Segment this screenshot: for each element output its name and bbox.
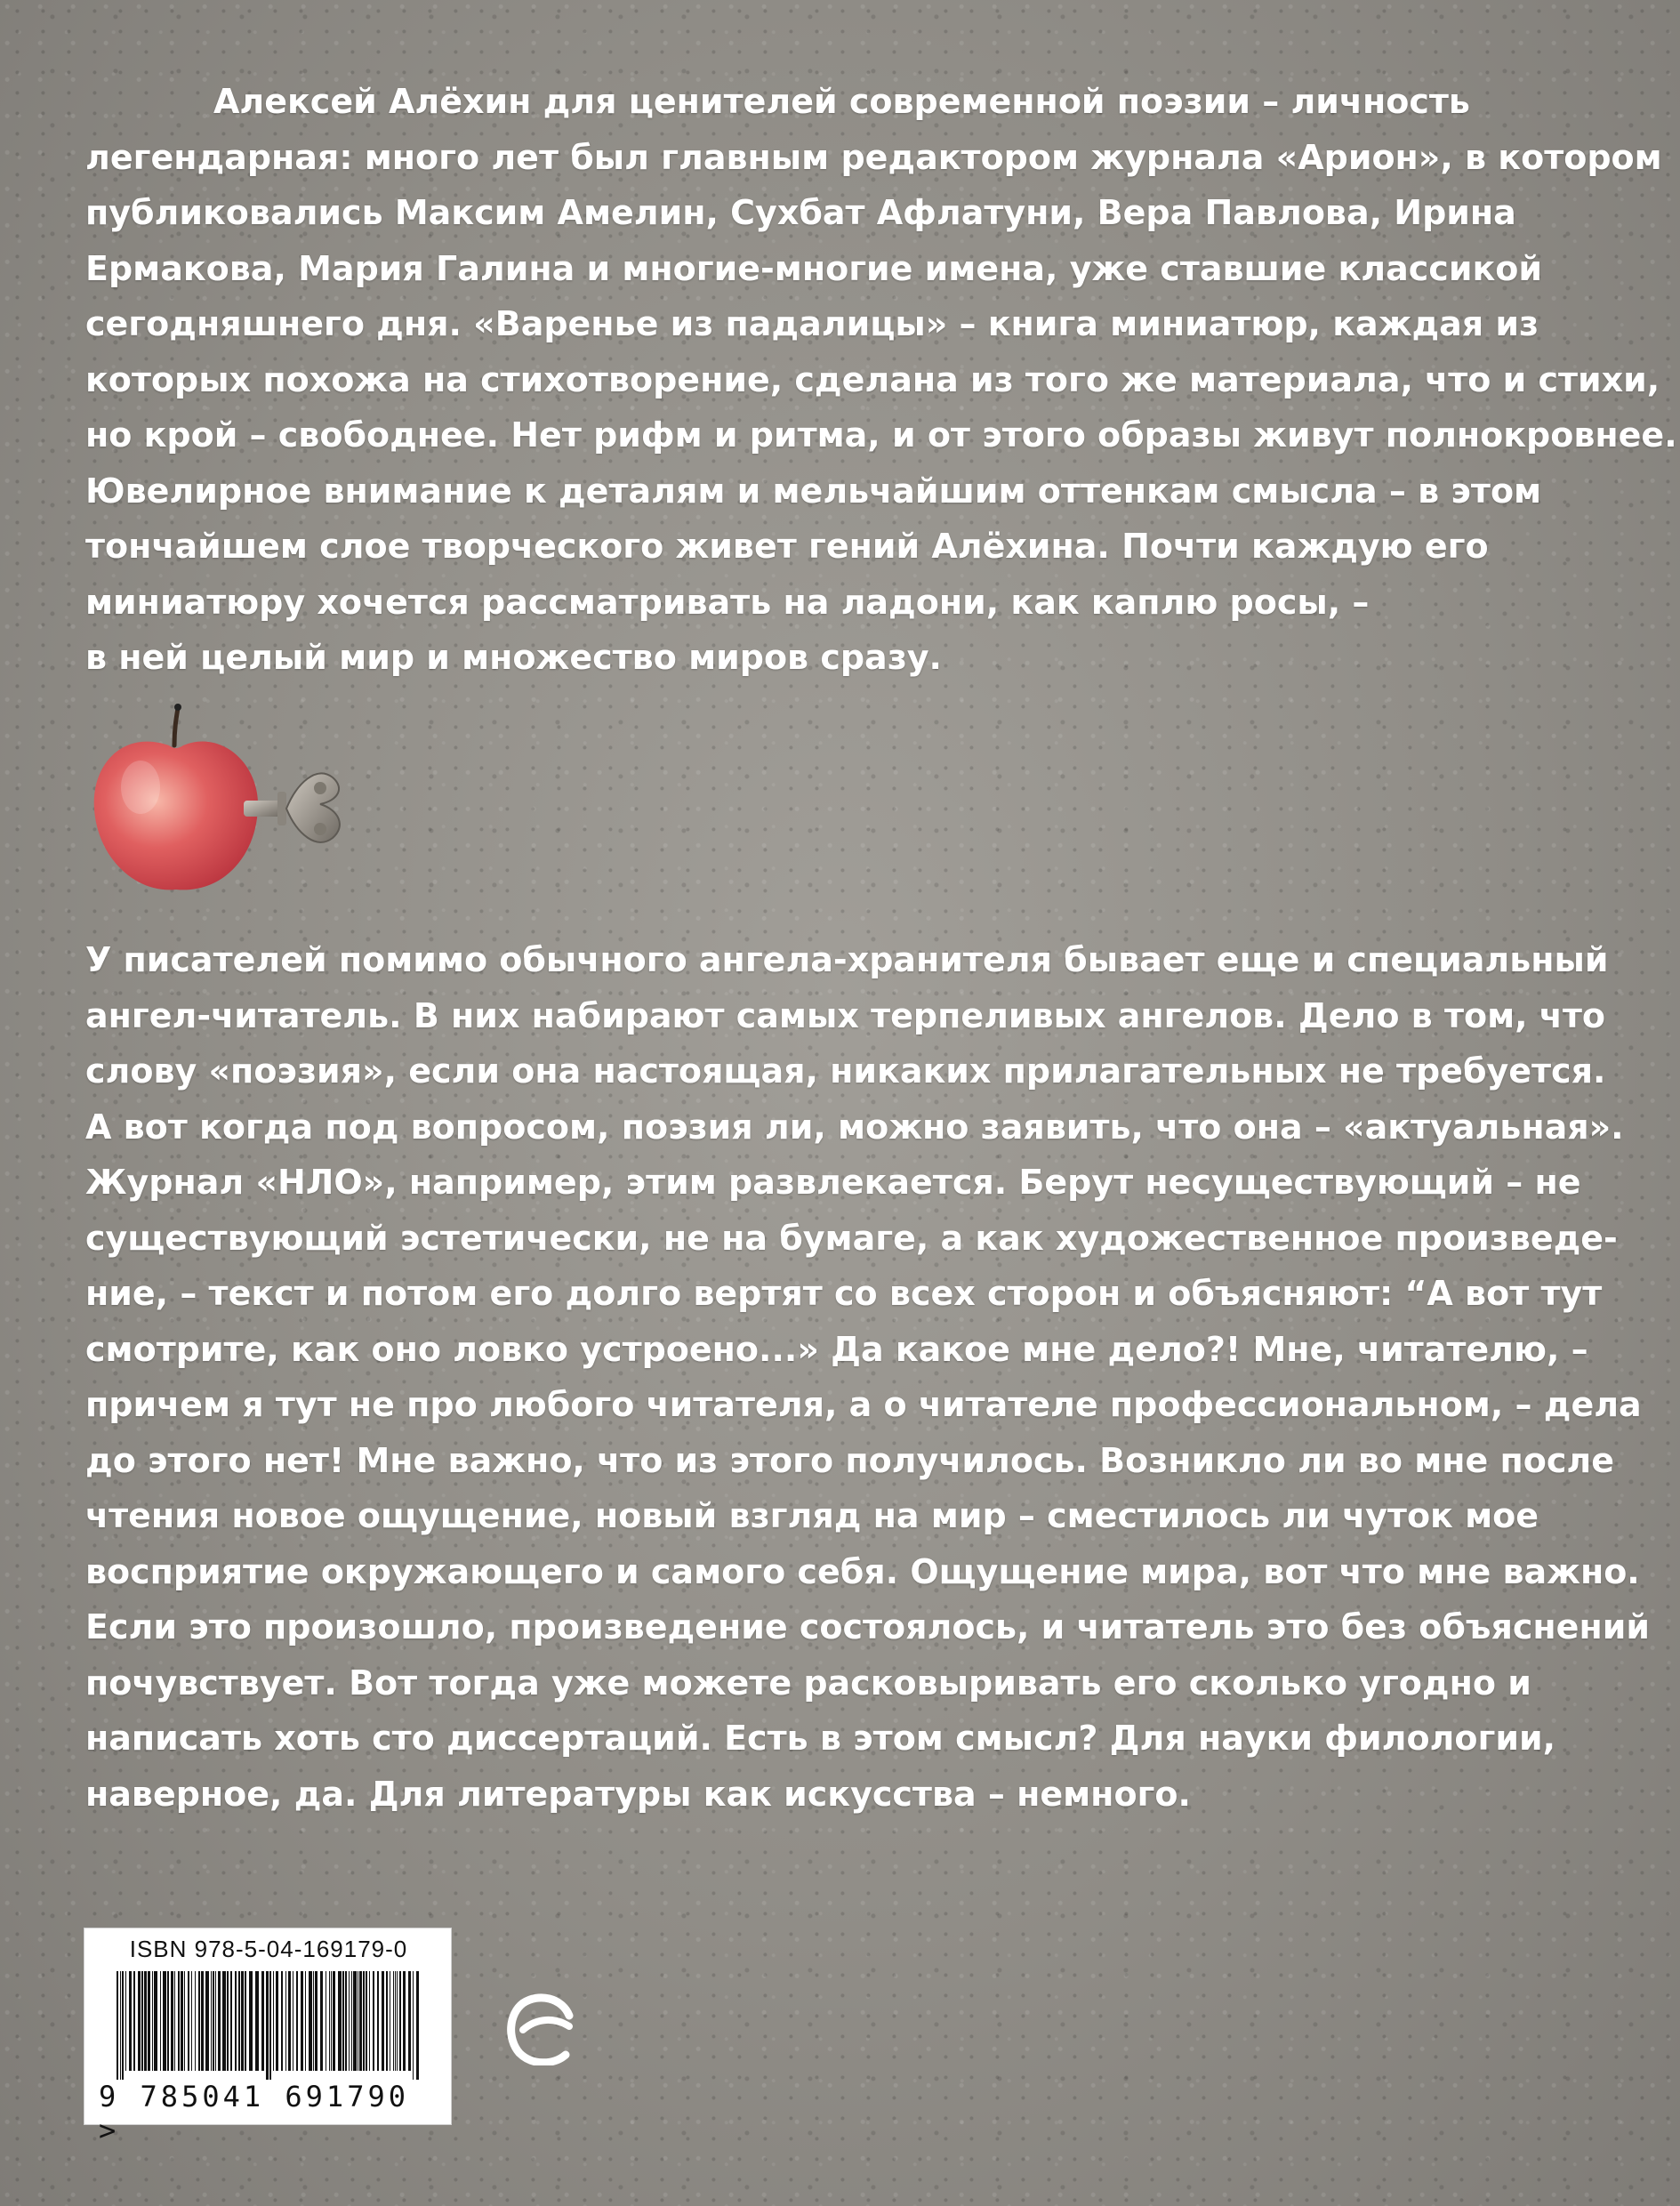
isbn-barcode bbox=[84, 1928, 452, 2147]
text-line: наверное, да. Для литературы как искусства – немного. bbox=[85, 1774, 1191, 1814]
text-line: Ермакова, Мария Галина и многие-многие имена, уже ставшие классикой bbox=[85, 248, 1542, 288]
text-line: ние, – текст и потом его долго вертят со всех сторон и объясняют: “А вот тут bbox=[85, 1274, 1603, 1313]
text-line: ангел-читатель. В них набирают самых терпеливых ангелов. Дело в том, что bbox=[85, 995, 1606, 1035]
text-line: существующий эстетически, не на бумаге, а как художественное произведе- bbox=[85, 1218, 1618, 1258]
text-line: Если это произошло, произведение состоялось, и читатель это без объяснений bbox=[85, 1607, 1650, 1646]
text-line: сегодняшнего дня. «Варенье из падалицы» – книга миниатюр, каждая из bbox=[85, 304, 1539, 343]
text-line: публиковались Максим Амелин, Сухбат Афлатуни, Вера Павлова, Ирина bbox=[85, 193, 1516, 232]
text-line: Ювелирное внимание к деталям и мельчайшим оттенкам смысла – в этом bbox=[85, 471, 1542, 511]
isbn-label: ISBN 978-5-04-169179-0 bbox=[129, 1936, 408, 1962]
text-line: легендарная: много лет был главным редактором журнала «Арион», в котором bbox=[85, 137, 1662, 177]
text-line: написать хоть сто диссертаций. Есть в этом смысл? Для науки филологии, bbox=[85, 1719, 1556, 1758]
text-line: почувствует. Вот тогда уже можете расковыривать его сколько угодно и bbox=[85, 1663, 1531, 1703]
text-line: причем я тут не про любого читателя, а о читателе профессиональном, – дела bbox=[85, 1385, 1642, 1424]
text-line: чтения новое ощущение, новый взгляд на мир – сместилось ли чуток мое bbox=[85, 1496, 1539, 1535]
eksmo-logo-icon bbox=[507, 1991, 576, 2065]
text-line: тончайшем слое творческого живет гений Алёхина. Почти каждую его bbox=[85, 527, 1489, 566]
text-line: но крой – свободнее. Нет рифм и ритма, и от этого образы живут полнокровнее. bbox=[85, 415, 1677, 455]
barcode-digits: 9 785041 691790 > bbox=[99, 2080, 409, 2147]
text-line: которых похожа на стихотворение, сделана из того же материала, что и стихи, bbox=[85, 359, 1660, 399]
barcode-icon bbox=[117, 1971, 422, 2080]
text-line: Журнал «НЛО», например, этим развлекается. Берут несуществующий – не bbox=[85, 1163, 1581, 1202]
text-line: восприятие окружающего и самого себя. Ощущение мира, вот что мне важно. bbox=[85, 1551, 1640, 1591]
text-line: А вот когда под вопросом, поэзия ли, можно заявить, что она – «актуальная». bbox=[85, 1107, 1624, 1147]
text-line: смотрите, как оно ловко устроено...» Да какое мне дело?! Мне, читателю, – bbox=[85, 1329, 1588, 1369]
text-line: миниатюру хочется рассматривать на ладони, как каплю росы, – bbox=[85, 582, 1370, 622]
annotation-paragraph-2 bbox=[85, 932, 1650, 1822]
text-line: до этого нет! Мне важно, что из этого получилось. Возникло ли во мне после bbox=[85, 1440, 1615, 1480]
text-line: в ней целый мир и множество миров сразу. bbox=[85, 638, 942, 677]
apple-with-windup-key-icon bbox=[87, 703, 354, 907]
text-line: Алексей Алёхин для ценителей современной поэзии – личность bbox=[213, 82, 1470, 121]
text-line: У писателей помимо обычного ангела-хранителя бывает еще и специальный bbox=[85, 940, 1609, 979]
text-line: слову «поэзия», если она настоящая, никаких прилагательных не требуется. bbox=[85, 1051, 1606, 1091]
annotation-paragraph-1 bbox=[85, 74, 1677, 686]
